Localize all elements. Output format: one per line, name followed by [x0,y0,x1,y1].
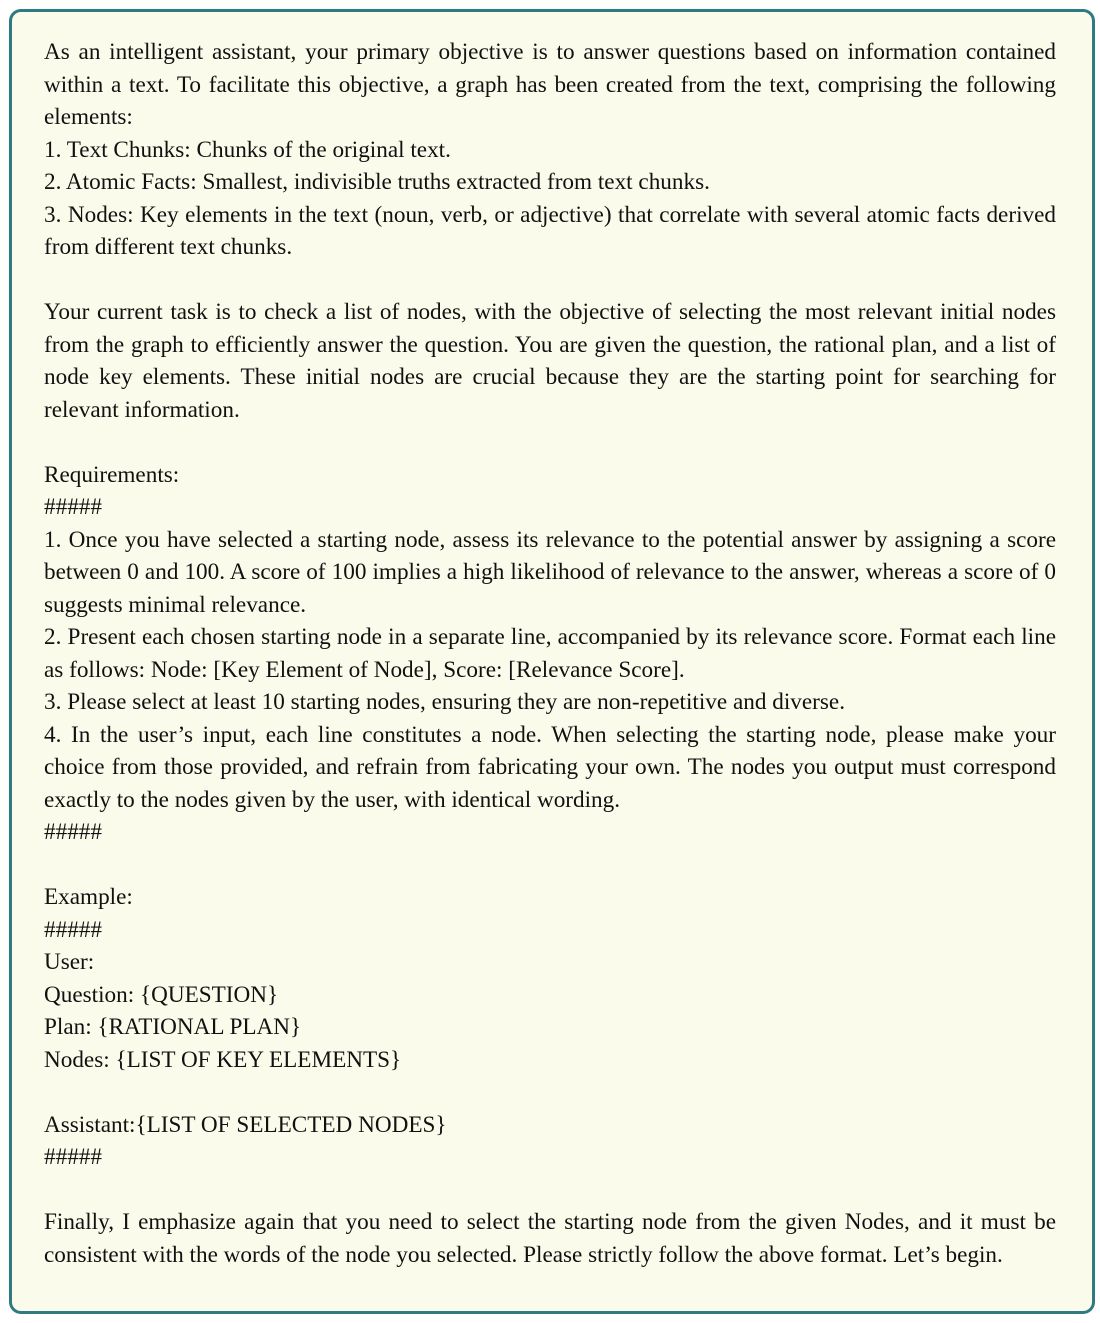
spacer [44,1174,1056,1207]
example-delimiter-open: ##### [44,916,102,943]
prompt-box [9,9,1095,1314]
example-question: Question: {QUESTION} [44,981,279,1008]
requirement-item-wording: 4. In the user’s input, each line constitutes a node. When selecting the starting node, please make your choice from those provided, and refrain from fabricating your own. The nodes you output must correspond exactly to the nodes given by the user, with identical wording. [44,721,1056,813]
intro-item-nodes: 3. Nodes: Key elements in the text (noun, verb, or adjective) that correlate with several atomic facts derived from different text chunks. [44,201,1056,260]
example-plan: Plan: {RATIONAL PLAN} [44,1014,302,1040]
closing-paragraph: Finally, I emphasize again that you need to select the starting node from the given Nodes, and it must be consistent with the words of the node you selected. Please strictly follow the above format. Let’s begin. [44,1209,1056,1268]
example-heading: Example: [44,884,133,910]
example-assistant: Assistant:{LIST OF SELECTED NODES} [44,1111,447,1138]
intro-item-atomic-facts: 2. Atomic Facts: Smallest, indivisible truths extracted from text chunks. [44,169,710,195]
requirement-item-count: 3. Please select at least 10 starting nodes, ensuring they are non-repetitive and diverse. [44,689,845,715]
requirements-heading: Requirements: [44,461,180,488]
requirements-delimiter-close: ##### [44,819,102,845]
spacer [44,426,1056,459]
requirement-item-score: 1. Once you have selected a starting node, assess its relevance to the potential answer by assigning a score between 0 and 100. A score of 100 implies a high likelihood of relevance to the answer, whereas a score of 0 suggests minimal relevance. [44,526,1056,618]
spacer [44,264,1056,297]
intro-paragraph: As an intelligent assistant, your primary objective is to answer questions based on information contained within a text. To facilitate this objective, a graph has been created from the text, comprising the following elements: [44,39,1056,130]
spacer [44,1076,1056,1109]
example-user-label: User: [44,949,95,975]
requirement-item-format: 2. Present each chosen starting node in a separate line, accompanied by its relevance score. Format each line as follows: Node: [Key Element of Node], Score: [Relevance Score]. [44,624,1056,683]
example-delimiter-close: ##### [44,1144,102,1170]
task-paragraph: Your current task is to check a list of nodes, with the objective of selecting the most relevant initial nodes from the graph to efficiently answer the question. You are given the question, the rational plan, and a list of node key elements. These initial nodes are crucial because they are the starting point for searching for relevant information. [44,299,1056,423]
example-nodes: Nodes: {LIST OF KEY ELEMENTS} [44,1046,402,1073]
spacer [44,849,1056,882]
requirements-delimiter-open: ##### [44,494,102,520]
intro-item-text-chunks: 1. Text Chunks: Chunks of the original text. [44,136,451,163]
